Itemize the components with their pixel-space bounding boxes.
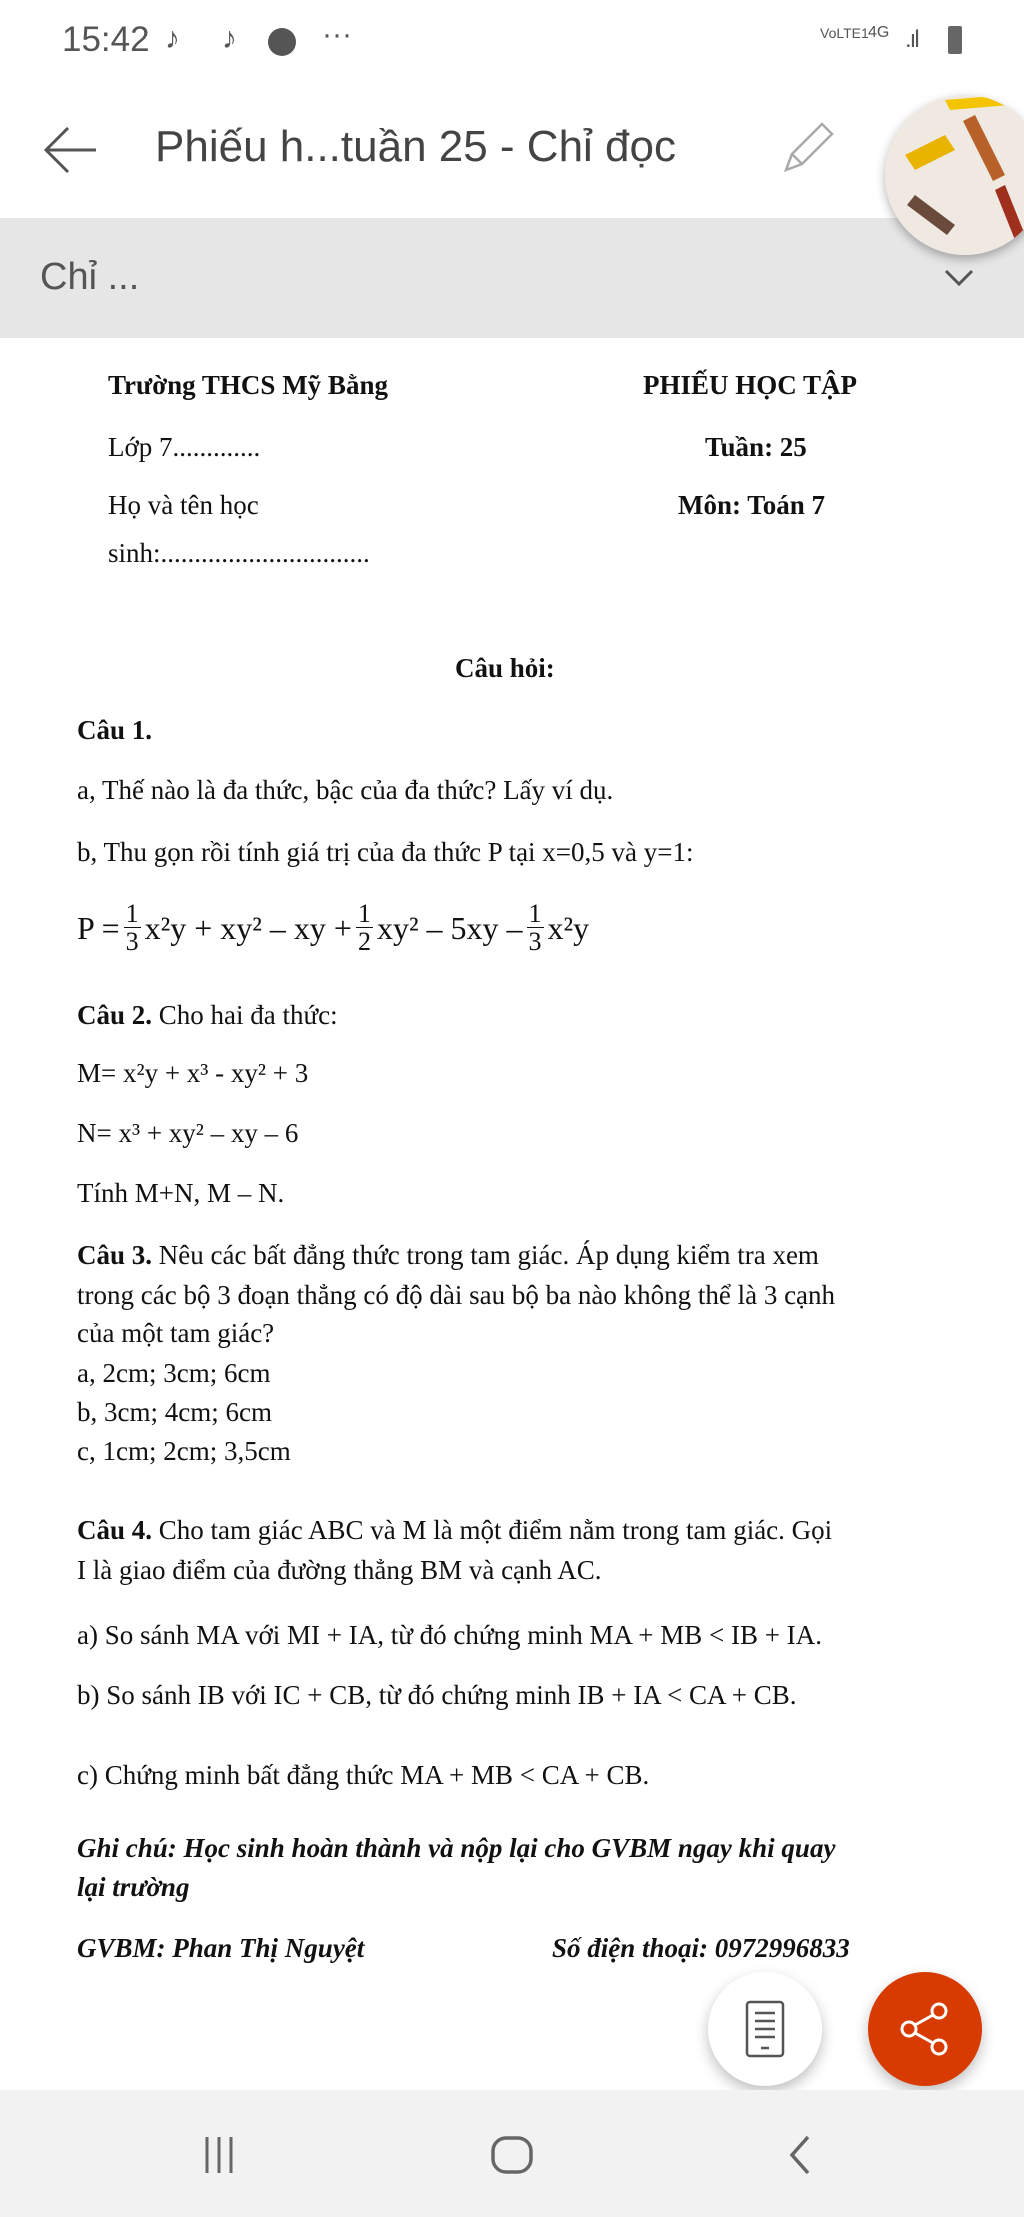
formula-term: x²y xyxy=(547,909,590,946)
volte-label: VoLTE1 xyxy=(820,25,869,41)
q3-text: Nêu các bất đẳng thức trong tam giác. Áp dụng kiểm tra xem xyxy=(152,1240,819,1270)
status-bar xyxy=(0,0,1024,80)
q3-option-a: a, 2cm; 3cm; 6cm xyxy=(77,1358,271,1388)
back-arrow-icon[interactable] xyxy=(42,125,98,175)
sheet-selector-bar[interactable] xyxy=(0,218,1024,338)
q2-polynomial-m: M= x²y + x³ - xy² + 3 xyxy=(77,1058,309,1088)
note-line-1: Ghi chú: Học sinh hoàn thành và nộp lại cho GVBM ngay khi quay xyxy=(77,1833,836,1863)
denominator: 3 xyxy=(125,927,139,957)
denominator: 3 xyxy=(528,927,542,957)
battery-icon xyxy=(948,26,962,54)
formula-lhs: P = xyxy=(77,909,120,946)
document-title: Phiếu h...tuần 25 - Chỉ đọc xyxy=(155,122,676,171)
teacher-phone: Số điện thoại: 0972996833 xyxy=(552,1933,850,1963)
q3-option-c: c, 1cm; 2cm; 3,5cm xyxy=(77,1436,291,1466)
fraction xyxy=(124,900,141,956)
teacher-name: GVBM: Phan Thị Nguyệt xyxy=(77,1933,365,1963)
q3-line-2: trong các bộ 3 đoạn thẳng có độ dài sau bộ ba nào không thể là 3 cạnh xyxy=(77,1280,836,1310)
back-icon[interactable] xyxy=(788,2135,812,2175)
mobile-view-icon xyxy=(745,2000,785,2058)
fraction xyxy=(527,900,544,956)
q2-intro xyxy=(77,1002,338,1029)
numerator: 1 xyxy=(528,899,542,928)
mobile-view-button[interactable] xyxy=(708,1972,822,2086)
q4-text: Cho tam giác ABC và M là một điểm nằm trong tam giác. Gọi xyxy=(152,1515,833,1545)
chevron-down-icon[interactable] xyxy=(944,268,974,288)
q2-task: Tính M+N, M – N. xyxy=(77,1178,285,1208)
edit-pencil-icon[interactable] xyxy=(778,118,838,178)
polynomial-p-formula xyxy=(77,900,589,956)
q3-line-3: của một tam giác? xyxy=(77,1318,275,1348)
numerator: 1 xyxy=(357,899,371,928)
q2-label: Câu 2. xyxy=(77,1000,153,1030)
q2-polynomial-n: N= x³ + xy² – xy – 6 xyxy=(77,1118,299,1148)
home-icon[interactable] xyxy=(490,2135,534,2175)
student-name-line: Họ và tên học xyxy=(108,490,259,520)
numerator: 1 xyxy=(125,899,139,928)
q1-a: a, Thế nào là đa thức, bậc của đa thức? Lấy ví dụ. xyxy=(77,775,614,805)
formula-term: x²y + xy² – xy + xyxy=(144,909,352,946)
note-line-2: lại trường xyxy=(77,1872,190,1902)
q2-text: Cho hai đa thức: xyxy=(152,1000,338,1030)
q4-label: Câu 4. xyxy=(77,1515,153,1545)
school-name: Trường THCS Mỹ Bằng xyxy=(108,370,388,400)
q1-b: b, Thu gọn rồi tính giá trị của đa thức P tại x=0,5 và y=1: xyxy=(77,837,694,867)
q3-label: Câu 3. xyxy=(77,1240,153,1270)
clock: 15:42 xyxy=(62,20,150,59)
questions-heading: Câu hỏi: xyxy=(455,653,555,683)
network-label: 4G xyxy=(868,24,890,41)
subject-label: Môn: Toán 7 xyxy=(678,490,826,520)
q4-part-c: c) Chứng minh bất đẳng thức MA + MB < CA + CB. xyxy=(77,1760,650,1790)
tiktok-icon: ♪ xyxy=(222,22,237,55)
denominator: 2 xyxy=(357,927,371,957)
q3-line-1 xyxy=(77,1242,819,1269)
class-line: Lớp 7............. xyxy=(108,432,261,462)
q3-option-b: b, 3cm; 4cm; 6cm xyxy=(77,1397,272,1427)
system-navigation-bar xyxy=(0,2090,1024,2217)
student-name-line-2: sinh:............................... xyxy=(108,538,370,568)
app-bar xyxy=(0,80,1024,218)
sheet-name: Chỉ ... xyxy=(40,256,140,298)
q1-label: Câu 1. xyxy=(77,715,153,745)
q4-line-1 xyxy=(77,1517,832,1544)
formula-term: xy² – 5xy – xyxy=(376,909,523,946)
week-label: Tuần: 25 xyxy=(705,432,807,462)
recent-apps-icon[interactable] xyxy=(203,2135,235,2175)
tiktok-icon: ♪ xyxy=(165,22,180,55)
q4-part-a: a) So sánh MA với MI + IA, từ đó chứng minh MA + MB < IB + IA. xyxy=(77,1620,822,1650)
more-notifications-icon: ··· xyxy=(322,18,352,51)
signal-icon: .ıl xyxy=(905,26,918,53)
share-button[interactable] xyxy=(868,1972,982,2086)
q4-line-2: I là giao điểm của đường thẳng BM và cạnh AC. xyxy=(77,1555,602,1585)
q4-part-b: b) So sánh IB với IC + CB, từ đó chứng minh IB + IA < CA + CB. xyxy=(77,1680,797,1710)
sheet-heading: PHIẾU HỌC TẬP xyxy=(643,370,858,400)
share-icon xyxy=(895,1999,955,2059)
messenger-icon xyxy=(268,28,296,56)
fraction xyxy=(356,900,373,956)
